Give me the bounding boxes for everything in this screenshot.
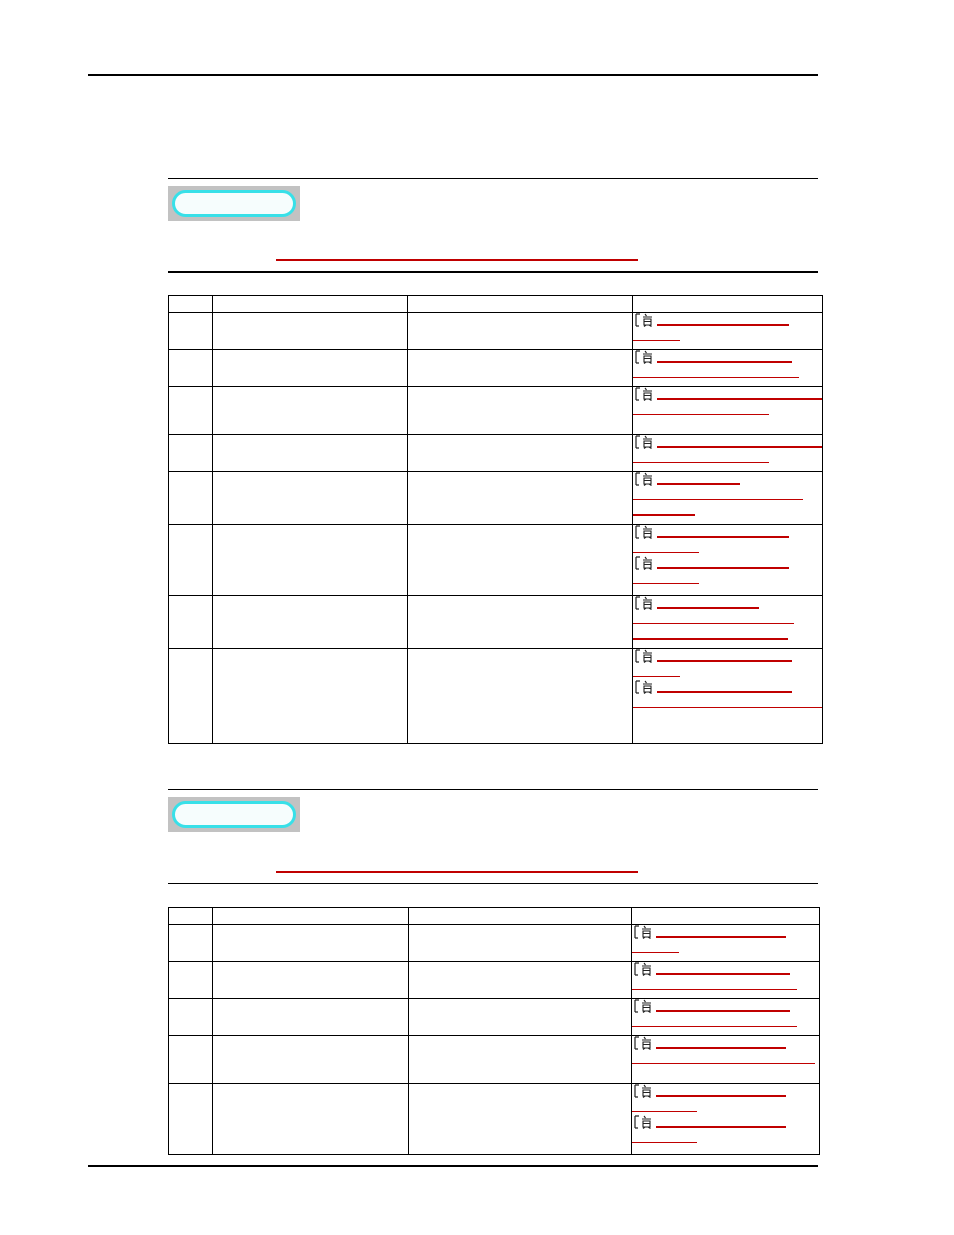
book-icon [632,962,656,976]
link-underline[interactable] [656,1126,786,1128]
link-underline[interactable] [633,462,769,464]
link-cell [633,649,823,744]
link-text-lines[interactable] [657,387,822,415]
table-row [169,1036,820,1084]
link-underline[interactable] [656,1047,786,1049]
link-text-lines[interactable] [656,999,819,1027]
link-text-lines[interactable] [656,1115,819,1143]
book-icon [633,472,657,486]
link-cell [633,387,823,435]
table-row [169,925,820,962]
link-text-lines[interactable] [657,525,822,553]
table-header-cell [632,908,820,925]
link-underline[interactable] [656,1010,790,1012]
link-text-lines[interactable] [657,680,822,708]
link-cell [632,999,820,1036]
link-text-lines[interactable] [656,1036,819,1064]
link-underline[interactable] [632,952,679,954]
cross-reference-link[interactable] [633,525,822,553]
link-underline[interactable] [632,1111,697,1113]
link-underline[interactable] [657,660,792,662]
table-row [169,1084,820,1155]
cross-reference-link[interactable] [632,962,819,990]
table-header-cell [213,296,408,313]
link-underline[interactable] [657,536,789,538]
book-icon [632,1036,656,1050]
link-underline[interactable] [657,691,792,693]
link-cell [632,925,820,962]
link-text-lines[interactable] [656,1084,819,1112]
section-2-badge [168,797,300,832]
section-1-top-rule [168,178,818,179]
link-cell [632,1036,820,1084]
book-icon [632,999,656,1013]
table-row [169,350,823,387]
link-underline[interactable] [632,1063,815,1065]
link-cell [633,596,823,649]
cross-reference-link[interactable] [632,1084,819,1112]
link-underline[interactable] [657,567,789,569]
section-2-table [168,907,820,1155]
table-row [169,649,823,744]
cross-reference-link[interactable] [633,649,822,677]
link-cell [633,350,823,387]
cross-reference-link[interactable] [632,1036,819,1064]
cross-reference-link[interactable] [632,925,819,953]
cross-reference-link[interactable] [633,313,822,341]
book-icon [633,596,657,610]
rounded-label-badge-icon [172,190,296,217]
link-text-lines[interactable] [656,925,819,953]
section-1-table [168,295,823,744]
link-underline[interactable] [657,483,740,485]
book-icon [633,313,657,327]
link-underline[interactable] [657,446,822,448]
link-underline[interactable] [632,1026,797,1028]
link-underline[interactable] [656,973,790,975]
link-cell [633,313,823,350]
table-header-row [169,296,823,313]
link-cell [633,472,823,525]
cross-reference-link[interactable] [633,556,822,584]
table-row [169,472,823,525]
table-header-cell [409,908,632,925]
book-icon [632,1115,656,1129]
table-row [169,387,823,435]
link-underline[interactable] [632,989,797,991]
cross-reference-link[interactable] [633,680,822,708]
table-row [169,525,823,596]
page-top-rule [88,74,818,76]
cross-reference-link[interactable] [633,435,822,463]
page-bottom-rule [88,1165,818,1167]
link-underline[interactable] [632,1142,697,1144]
table-row [169,596,823,649]
section-2-top-rule [168,789,818,790]
link-underline[interactable] [656,936,786,938]
link-underline[interactable] [656,1095,786,1097]
link-underline[interactable] [633,707,822,709]
link-underline[interactable] [633,340,680,342]
link-text-lines[interactable] [657,350,822,378]
cross-reference-link[interactable] [633,387,822,415]
table-header-row [169,908,820,925]
book-icon [633,680,657,694]
book-icon [633,649,657,663]
cross-reference-link[interactable] [633,596,822,640]
cross-reference-link[interactable] [633,350,822,378]
book-icon [633,350,657,364]
link-underline[interactable] [633,676,680,678]
cross-reference-link[interactable] [633,472,822,516]
link-text-lines[interactable] [657,435,822,463]
link-cell [633,525,823,596]
link-underline[interactable] [633,638,788,640]
table-row [169,313,823,350]
book-icon [632,925,656,939]
link-underline[interactable] [657,607,759,609]
book-icon [633,435,657,449]
link-text-lines[interactable] [657,472,822,516]
link-underline[interactable] [633,377,799,379]
table-header-cell [169,296,213,313]
section-1-bottom-rule [168,271,818,273]
link-underline[interactable] [633,623,794,625]
link-underline[interactable] [633,552,699,554]
book-icon [632,1084,656,1098]
link-cell [632,1084,820,1155]
link-underline[interactable] [657,398,822,400]
link-text-lines[interactable] [657,313,822,341]
section-1-link-underline[interactable] [276,259,638,261]
table-row [169,999,820,1036]
link-text-lines[interactable] [657,649,822,677]
link-text-lines[interactable] [657,596,822,640]
book-icon [633,525,657,539]
section-1-badge [168,186,300,221]
link-underline[interactable] [633,414,769,416]
section-2-bottom-rule [168,883,818,884]
cross-reference-link[interactable] [632,999,819,1027]
link-underline[interactable] [633,514,695,516]
link-text-lines[interactable] [657,556,822,584]
link-text-lines[interactable] [656,962,819,990]
link-underline[interactable] [657,361,792,363]
rounded-label-badge-icon [172,801,296,828]
table-header-cell [408,296,633,313]
book-icon [633,387,657,401]
link-cell [633,435,823,472]
table-header-cell [169,908,213,925]
section-2-link-underline[interactable] [276,871,638,873]
cross-reference-link[interactable] [632,1115,819,1143]
link-underline[interactable] [633,499,803,501]
link-underline[interactable] [633,583,699,585]
table-header-cell [633,296,823,313]
link-cell [632,962,820,999]
table-row [169,962,820,999]
book-icon [633,556,657,570]
table-row [169,435,823,472]
link-underline[interactable] [657,324,789,326]
table-header-cell [213,908,409,925]
